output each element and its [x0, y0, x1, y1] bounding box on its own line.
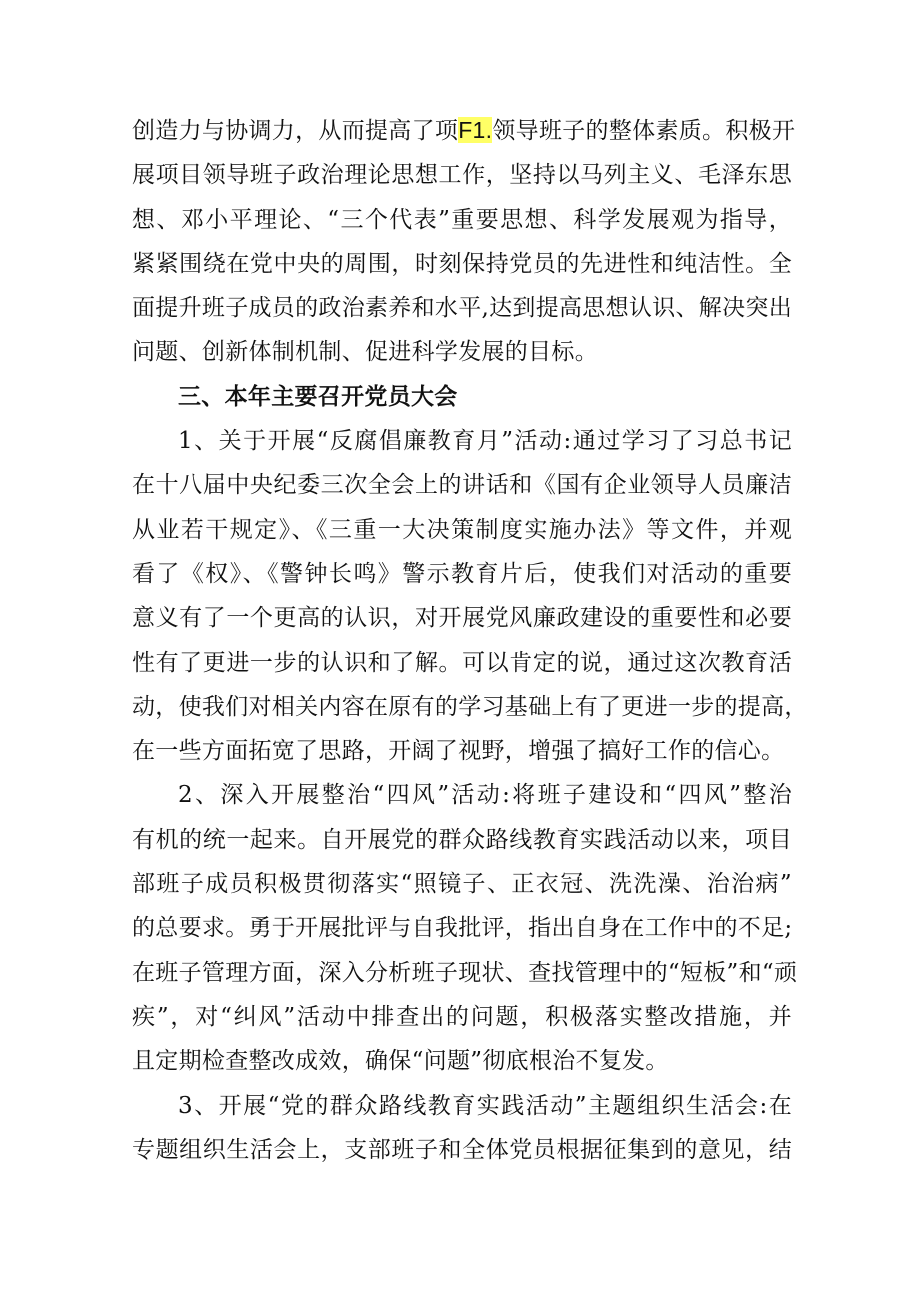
text-line: 性有了更进一步的认识和了解。可以肯定的说，通过这次教育活	[132, 649, 792, 676]
text-line: 创造力与协调力，从而提高了项F1.领导班子的整体素质。积极开	[132, 117, 796, 144]
text-line: 疾”，对“纠风”活动中排查出的问题，积极落实整改措施，并	[132, 1003, 792, 1030]
text-line: 展项目领导班子政治理论思想工作，坚持以马列主义、毛泽东思	[132, 162, 792, 189]
text-line: 在班子管理方面，深入分析班子现状、查找管理中的“短板”和“顽	[132, 959, 798, 986]
section-heading	[132, 375, 792, 419]
text-line: 有机的统一起来。自开展党的群众路线教育实践活动以来，项目	[132, 826, 792, 853]
text-line: 动，使我们对相关内容在原有的学习基础上有了更进一步的提高，	[132, 693, 808, 720]
text-line: 的总要求。勇于开展批评与自我批评，指出自身在工作中的不足;	[132, 915, 793, 942]
text-line: 且定期检查整改成效，确保“问题”彻底根治不复发。	[132, 1048, 669, 1075]
text-line: 从业若干规定》、《三重一大决策制度实施办法》等文件，并观	[132, 516, 792, 543]
text-line: 看了《权》、《警钟长鸣》警示教育片后，使我们对活动的重要	[132, 560, 792, 587]
text-line: 专题组织生活会上，支部班子和全体党员根据征集到的意见，结	[132, 1136, 792, 1163]
list-item-1	[132, 419, 808, 773]
list-item-3	[132, 1084, 792, 1173]
text-line: 意义有了一个更高的认识，对开展党风廉政建设的重要性和必要	[132, 605, 792, 632]
text-line: 问题、创新体制机制、促进科学发展的目标。	[132, 339, 598, 366]
list-item-2	[132, 773, 798, 1083]
document-body	[132, 108, 808, 1172]
text-line: 3、开展“党的群众路线教育实践活动”主题组织生活会:在	[178, 1092, 792, 1119]
text-line: 想、邓小平理论、“三个代表”重要思想、科学发展观为指导，	[132, 206, 792, 233]
text-line: 面提升班子成员的政治素养和水平,达到提高思想认识、解决突出	[132, 295, 793, 322]
paragraph-intro	[132, 108, 796, 375]
text-line: 在十八届中央纪委三次全会上的讲话和《国有企业领导人员廉洁	[132, 472, 792, 499]
section-heading-text: 三、本年主要召开党员大会	[178, 383, 458, 410]
highlighted-marker: F1.	[458, 117, 493, 143]
text-line: 1、关于开展“反腐倡廉教育月”活动:通过学习了习总书记	[178, 428, 792, 455]
text-line: 部班子成员积极贯彻落实“照镜子、正衣冠、洗洗澡、治治病”	[132, 871, 792, 898]
text-line: 在一些方面拓宽了思路，开阔了视野，增强了搞好工作的信心。	[132, 738, 785, 765]
text-line: 2、深入开展整治“四风”活动:将班子建设和“四风”整治	[178, 782, 792, 809]
text-line: 紧紧围绕在党中央的周围，时刻保持党员的先进性和纯洁性。全	[132, 250, 792, 277]
